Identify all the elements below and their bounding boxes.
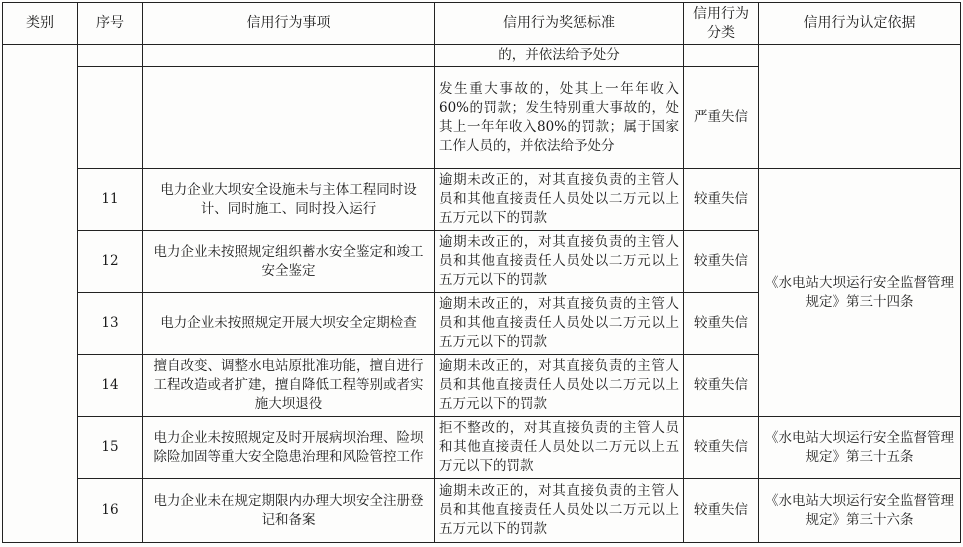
standard-cell: 逾期未改正的，对其直接负责的主管人员和其他直接责任人员处以二万元以上五万元以下的罚款 — [435, 479, 684, 543]
number-cell: 11 — [78, 169, 143, 231]
item-cell — [143, 67, 435, 169]
standard-cell: 的，并依法给予处分 — [435, 45, 684, 67]
number-cell: 15 — [78, 417, 143, 479]
header-basis: 信用行为认定依据 — [759, 3, 961, 45]
header-category: 类别 — [3, 3, 78, 45]
table-row — [3, 169, 961, 231]
table-row — [3, 479, 961, 543]
basis-cell-art36: 《水电站大坝运行安全监督管理规定》第三十六条 — [759, 479, 961, 543]
basis-cell-blank — [759, 45, 961, 169]
header-standard: 信用行为奖惩标准 — [435, 3, 684, 45]
classification-cell — [684, 45, 759, 67]
classification-cell: 严重失信 — [684, 67, 759, 169]
credit-behavior-table — [2, 2, 961, 543]
item-cell — [143, 45, 435, 67]
header-number: 序号 — [78, 3, 143, 45]
basis-cell-art35: 《水电站大坝运行安全监督管理规定》第三十五条 — [759, 417, 961, 479]
basis-cell-art34: 《水电站大坝运行安全监督管理规定》第三十四条 — [759, 169, 961, 417]
standard-cell: 逾期未改正的，对其直接负责的主管人员和其他直接责任人员处以二万元以上五万元以下的罚款 — [435, 355, 684, 417]
item-cell: 电力企业大坝安全设施未与主体工程同时设计、同时施工、同时投入运行 — [143, 169, 435, 231]
table-row — [3, 45, 961, 67]
standard-cell: 逾期未改正的，对其直接负责的主管人员和其他直接责任人员处以二万元以上五万元以下的罚款 — [435, 169, 684, 231]
standard-cell: 发生重大事故的，处其上一年年收入60%的罚款；发生特别重大事故的，处其上一年年收入80%的罚款；属于国家工作人员的，并依法给予处分 — [435, 67, 684, 169]
number-cell — [78, 45, 143, 67]
table-row — [3, 417, 961, 479]
standard-cell: 拒不整改的，对其直接负责的主管人员和其他直接责任人员处以二万元以上五万元以下的罚款 — [435, 417, 684, 479]
header-row — [3, 3, 961, 45]
item-cell: 电力企业未按照规定及时开展病坝治理、险坝除险加固等重大安全隐患治理和风险管控工作 — [143, 417, 435, 479]
category-cell — [3, 45, 78, 543]
classification-cell: 较重失信 — [684, 417, 759, 479]
header-item: 信用行为事项 — [143, 3, 435, 45]
standard-cell: 逾期未改正的，对其直接负责的主管人员和其他直接责任人员处以二万元以上五万元以下的罚款 — [435, 231, 684, 293]
classification-cell: 较重失信 — [684, 355, 759, 417]
classification-cell: 较重失信 — [684, 479, 759, 543]
number-cell: 16 — [78, 479, 143, 543]
classification-cell: 较重失信 — [684, 231, 759, 293]
classification-cell: 较重失信 — [684, 169, 759, 231]
number-cell — [78, 67, 143, 169]
item-cell: 擅自改变、调整水电站原批准功能，擅自进行工程改造或者扩建，擅自降低工程等别或者实施大坝退役 — [143, 355, 435, 417]
standard-cell: 逾期未改正的，对其直接负责的主管人员和其他直接责任人员处以二万元以上五万元以下的罚款 — [435, 293, 684, 355]
header-classification: 信用行为分类 — [684, 3, 759, 45]
item-cell: 电力企业未在规定期限内办理大坝安全注册登记和备案 — [143, 479, 435, 543]
item-cell: 电力企业未按照规定组织蓄水安全鉴定和竣工安全鉴定 — [143, 231, 435, 293]
number-cell: 14 — [78, 355, 143, 417]
classification-cell: 较重失信 — [684, 293, 759, 355]
item-cell: 电力企业未按照规定开展大坝安全定期检查 — [143, 293, 435, 355]
number-cell: 13 — [78, 293, 143, 355]
number-cell: 12 — [78, 231, 143, 293]
